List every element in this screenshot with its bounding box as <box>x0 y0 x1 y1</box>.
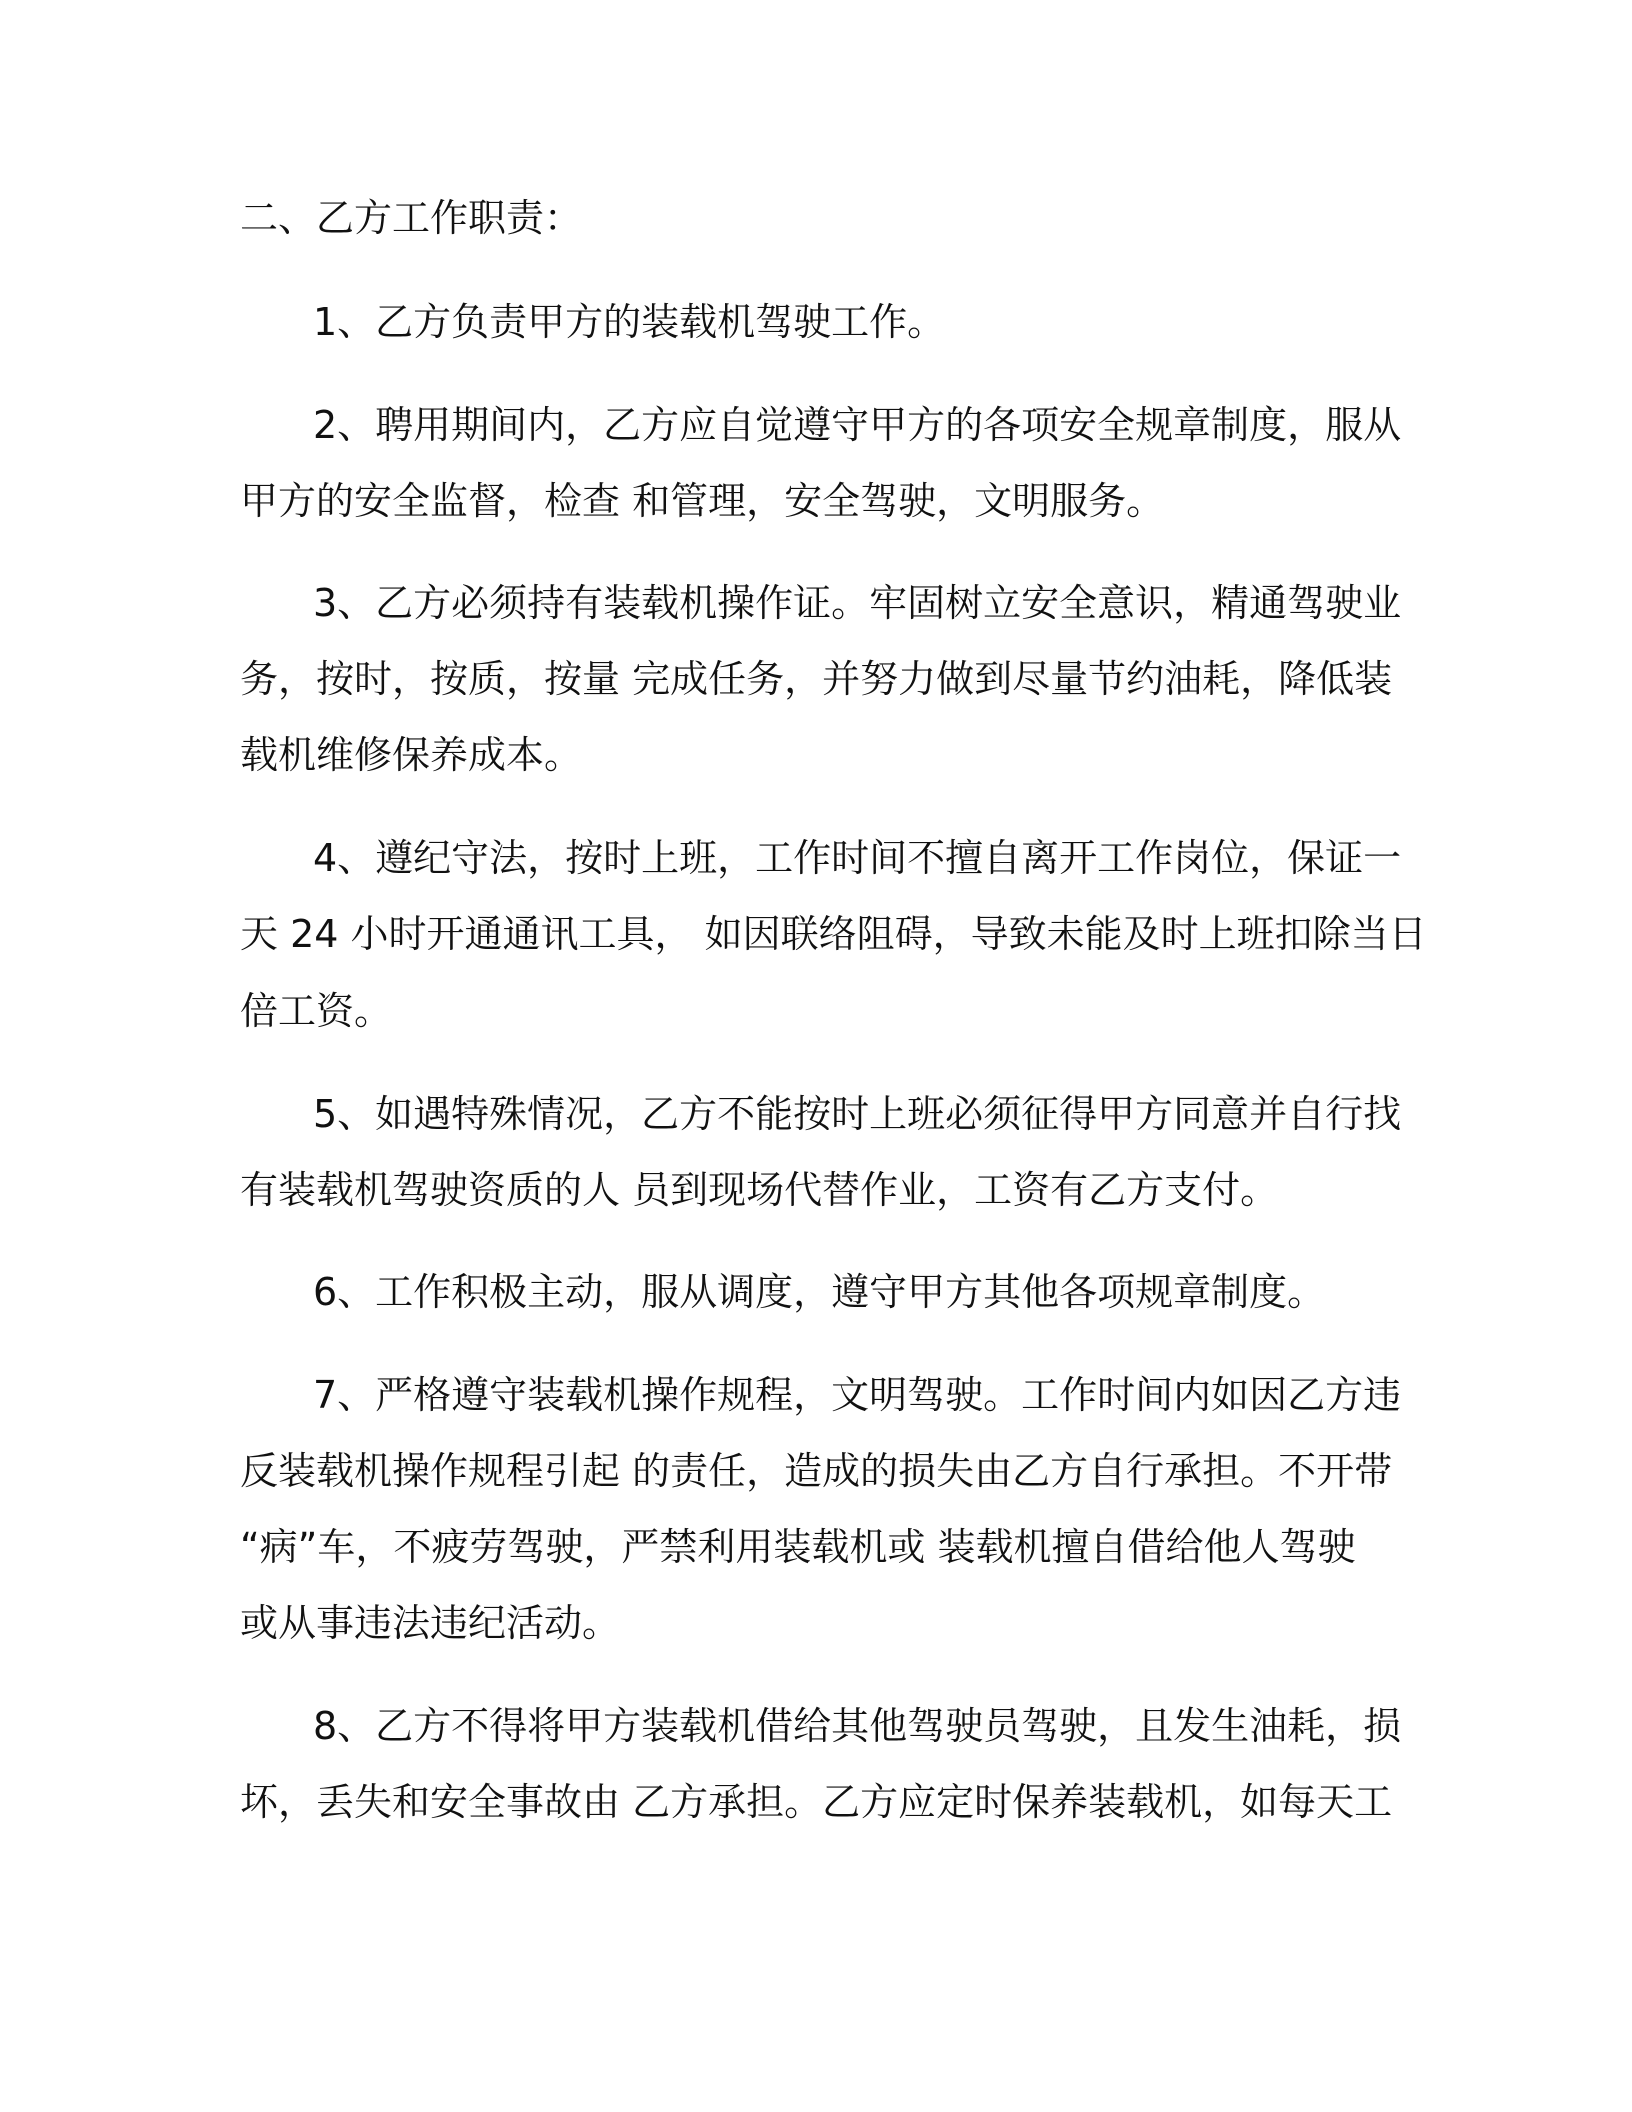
clause-3-line-3: 载机维修保养成本。 <box>240 733 583 777</box>
clause-7-line-4: 或从事违法违纪活动。 <box>240 1601 621 1645</box>
clause-4-line-2: 天 24 小时开通通讯工具， 如因联络阻碍，导致未能及时上班扣除当日 <box>240 912 1427 956</box>
clause-8-line-2: 坏，丢失和安全事故由 乙方承担。乙方应定时保养装载机，如每天工 <box>240 1780 1393 1824</box>
clause-3-line-2: 务，按时，按质，按量 完成任务，并努力做到尽量节约油耗，降低装 <box>240 657 1393 701</box>
clause-8-line-1: 8、乙方不得将甲方装载机借给其他驾驶员驾驶，且发生油耗，损 <box>313 1704 1402 1748</box>
clause-5-line-2: 有装载机驾驶资质的人 员到现场代替作业，工资有乙方支付。 <box>240 1168 1279 1212</box>
section-heading: 二、乙方工作职责： <box>240 196 583 240</box>
clause-2-line-1: 2、聘用期间内，乙方应自觉遵守甲方的各项安全规章制度，服从 <box>313 403 1402 447</box>
clause-5-line-1: 5、如遇特殊情况，乙方不能按时上班必须征得甲方同意并自行找 <box>313 1092 1402 1136</box>
clause-7-line-1: 7、严格遵守装载机操作规程，文明驾驶。工作时间内如因乙方违 <box>313 1373 1402 1417</box>
clause-7-line-3: “病”车，不疲劳驾驶，严禁利用装载机或 装载机擅自借给他人驾驶 <box>240 1525 1356 1569</box>
clause-7-line-2: 反装载机操作规程引起 的责任，造成的损失由乙方自行承担。不开带 <box>240 1449 1393 1493</box>
clause-3-line-1: 3、乙方必须持有装载机操作证。牢固树立安全意识，精通驾驶业 <box>313 581 1402 625</box>
clause-6-line-1: 6、工作积极主动，服从调度，遵守甲方其他各项规章制度。 <box>313 1270 1326 1314</box>
clause-1-line-1: 1、乙方负责甲方的装载机驾驶工作。 <box>313 300 946 344</box>
clause-4-line-3: 倍工资。 <box>240 989 393 1033</box>
clause-2-line-2: 甲方的安全监督，检查 和管理，安全驾驶，文明服务。 <box>240 479 1165 523</box>
clause-4-line-1: 4、遵纪守法，按时上班，工作时间不擅自离开工作岗位，保证一 <box>313 836 1402 880</box>
